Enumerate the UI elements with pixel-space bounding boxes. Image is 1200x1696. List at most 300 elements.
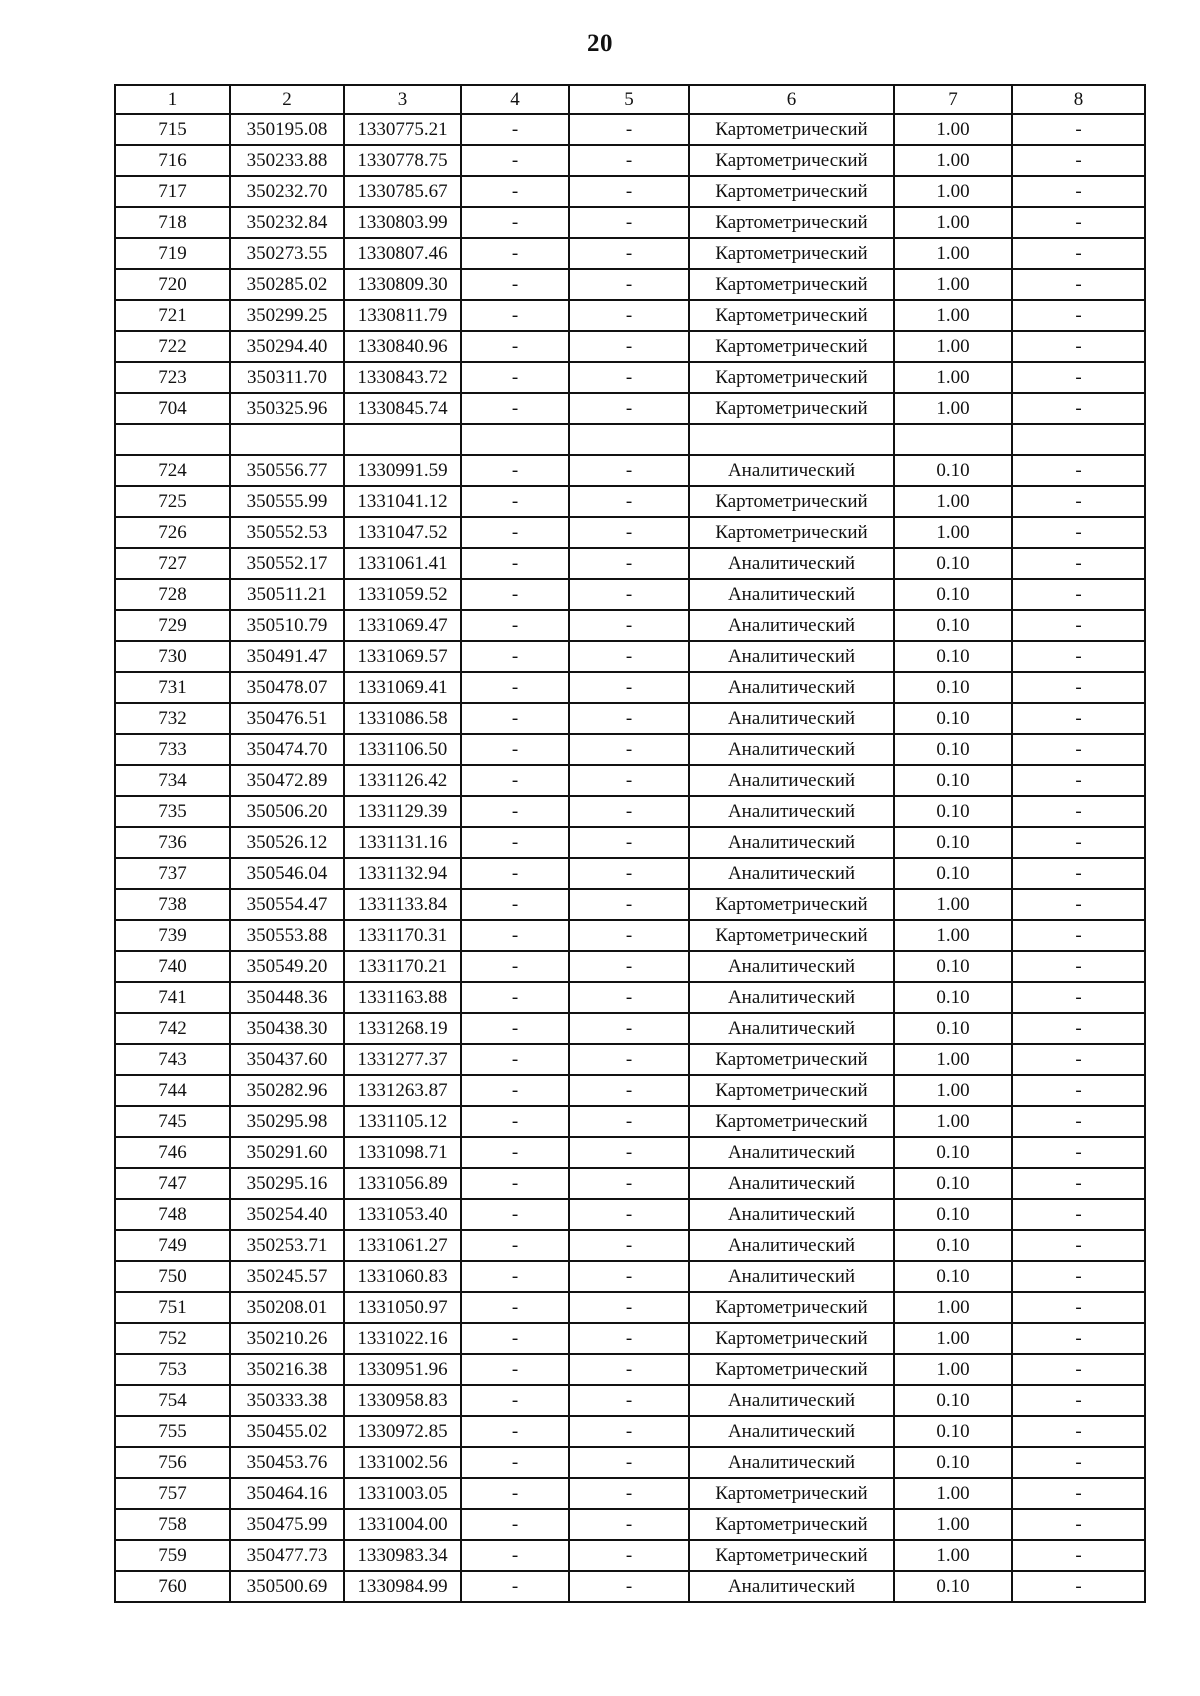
table-row	[115, 982, 1145, 1013]
table-cell: 350552.53	[230, 517, 344, 548]
table-cell	[344, 424, 461, 455]
column-header: 5	[569, 85, 689, 114]
table-cell: -	[1012, 765, 1145, 796]
table-cell: -	[1012, 331, 1145, 362]
table-cell: 1331004.00	[344, 1509, 461, 1540]
table-row	[115, 1261, 1145, 1292]
table-cell: Картометрический	[689, 331, 894, 362]
table-cell: Аналитический	[689, 641, 894, 672]
table-row	[115, 1013, 1145, 1044]
table-cell: -	[461, 145, 569, 176]
table-cell: -	[569, 1013, 689, 1044]
table-row	[115, 145, 1145, 176]
table-cell: -	[569, 1075, 689, 1106]
table-cell: -	[1012, 1323, 1145, 1354]
table-row	[115, 734, 1145, 765]
table-row	[115, 827, 1145, 858]
table-row	[115, 703, 1145, 734]
table-row	[115, 1540, 1145, 1571]
table-cell: -	[461, 548, 569, 579]
table-cell: 747	[115, 1168, 230, 1199]
table-cell: Аналитический	[689, 734, 894, 765]
table-row	[115, 1478, 1145, 1509]
table-cell: Аналитический	[689, 1199, 894, 1230]
table-cell: -	[569, 1199, 689, 1230]
table-cell: 350253.71	[230, 1230, 344, 1261]
table-cell: 751	[115, 1292, 230, 1323]
table-cell: 0.10	[894, 1416, 1012, 1447]
table-cell: Аналитический	[689, 1385, 894, 1416]
table-row	[115, 1044, 1145, 1075]
table-cell: -	[569, 269, 689, 300]
table-cell: 0.10	[894, 1199, 1012, 1230]
table-cell: 739	[115, 920, 230, 951]
table-cell: 350554.47	[230, 889, 344, 920]
table-cell: -	[569, 610, 689, 641]
table-cell: -	[1012, 1261, 1145, 1292]
table-cell: -	[569, 548, 689, 579]
table-cell: -	[569, 1571, 689, 1602]
table-cell: 733	[115, 734, 230, 765]
table-row	[115, 1292, 1145, 1323]
table-cell: 1.00	[894, 1075, 1012, 1106]
table-cell: 1330811.79	[344, 300, 461, 331]
table-cell: 720	[115, 269, 230, 300]
table-cell: -	[1012, 858, 1145, 889]
table-cell: 753	[115, 1354, 230, 1385]
table-cell: 1331069.41	[344, 672, 461, 703]
table-cell: 1330840.96	[344, 331, 461, 362]
table-cell: 1330991.59	[344, 455, 461, 486]
table-cell	[461, 424, 569, 455]
table-cell: 350282.96	[230, 1075, 344, 1106]
table-cell: 0.10	[894, 1168, 1012, 1199]
table-cell: -	[1012, 641, 1145, 672]
column-header: 1	[115, 85, 230, 114]
table-cell: 718	[115, 207, 230, 238]
table-cell: 1331047.52	[344, 517, 461, 548]
table-cell: -	[569, 1292, 689, 1323]
table-row	[115, 362, 1145, 393]
table-cell: -	[1012, 610, 1145, 641]
table-cell: Аналитический	[689, 1447, 894, 1478]
table-cell: Картометрический	[689, 1292, 894, 1323]
table-cell: -	[569, 1106, 689, 1137]
table-cell: Аналитический	[689, 796, 894, 827]
table-row	[115, 517, 1145, 548]
table-cell: -	[569, 1478, 689, 1509]
table-cell: -	[1012, 114, 1145, 145]
table-cell: 1331069.47	[344, 610, 461, 641]
table-cell: 350511.21	[230, 579, 344, 610]
table-cell: -	[461, 951, 569, 982]
table-cell: 350232.84	[230, 207, 344, 238]
table-cell: -	[1012, 455, 1145, 486]
table-cell: -	[1012, 1075, 1145, 1106]
table-cell: 1331060.83	[344, 1261, 461, 1292]
table-cell: 350438.30	[230, 1013, 344, 1044]
table-cell: -	[1012, 238, 1145, 269]
table-row	[115, 1509, 1145, 1540]
table-cell: Картометрический	[689, 114, 894, 145]
table-cell: Картометрический	[689, 920, 894, 951]
table-cell: 721	[115, 300, 230, 331]
table-cell: 1330778.75	[344, 145, 461, 176]
table-cell: -	[569, 703, 689, 734]
table-cell: Аналитический	[689, 1416, 894, 1447]
table-cell: 0.10	[894, 703, 1012, 734]
table-cell: -	[569, 207, 689, 238]
table-cell: 729	[115, 610, 230, 641]
table-cell: 350233.88	[230, 145, 344, 176]
table-cell: -	[461, 517, 569, 548]
table-cell: 1331056.89	[344, 1168, 461, 1199]
table-cell: Аналитический	[689, 1230, 894, 1261]
table-cell: -	[569, 827, 689, 858]
table-cell: 1.00	[894, 331, 1012, 362]
table-cell: 1331268.19	[344, 1013, 461, 1044]
table-cell: -	[569, 300, 689, 331]
table-cell: 350294.40	[230, 331, 344, 362]
table-cell: -	[1012, 796, 1145, 827]
table-cell: -	[461, 176, 569, 207]
table-cell	[569, 424, 689, 455]
table-cell: 1331061.41	[344, 548, 461, 579]
table-cell: 760	[115, 1571, 230, 1602]
table-cell: 1.00	[894, 269, 1012, 300]
table-cell: 1330983.34	[344, 1540, 461, 1571]
table-cell: -	[569, 393, 689, 424]
table-cell: 1.00	[894, 300, 1012, 331]
table-cell: -	[569, 579, 689, 610]
table-cell: 350552.17	[230, 548, 344, 579]
table-cell: Картометрический	[689, 393, 894, 424]
table-cell: Аналитический	[689, 1261, 894, 1292]
table-cell: Картометрический	[689, 889, 894, 920]
page-number: 20	[587, 30, 613, 57]
table-body	[115, 114, 1145, 1602]
table-cell: 350546.04	[230, 858, 344, 889]
table-cell: 722	[115, 331, 230, 362]
table-cell: -	[1012, 1106, 1145, 1137]
table-cell: 350295.98	[230, 1106, 344, 1137]
table-cell: 1331170.21	[344, 951, 461, 982]
table-cell: Картометрический	[689, 176, 894, 207]
table-cell: 0.10	[894, 765, 1012, 796]
table-cell: 1331003.05	[344, 1478, 461, 1509]
table-cell: -	[461, 1540, 569, 1571]
table-cell: 726	[115, 517, 230, 548]
table-cell: 350476.51	[230, 703, 344, 734]
table-cell: 350472.89	[230, 765, 344, 796]
table-cell: -	[461, 579, 569, 610]
table-cell: 0.10	[894, 1571, 1012, 1602]
table-cell: 1331106.50	[344, 734, 461, 765]
table-cell: 1331086.58	[344, 703, 461, 734]
table-cell: -	[1012, 1571, 1145, 1602]
table-cell: 1.00	[894, 1509, 1012, 1540]
table-cell: -	[569, 920, 689, 951]
table-cell: -	[1012, 1137, 1145, 1168]
table-cell: 350232.70	[230, 176, 344, 207]
table-cell: -	[569, 889, 689, 920]
table-cell: 350455.02	[230, 1416, 344, 1447]
table-cell: -	[569, 1261, 689, 1292]
table-row	[115, 796, 1145, 827]
table-cell: -	[569, 1230, 689, 1261]
table-row	[115, 1354, 1145, 1385]
table-cell: 1330951.96	[344, 1354, 461, 1385]
table-cell: -	[461, 455, 569, 486]
table-row	[115, 641, 1145, 672]
table-cell: -	[1012, 145, 1145, 176]
table-cell: -	[1012, 1199, 1145, 1230]
table-cell: -	[1012, 1509, 1145, 1540]
table-cell: 1330984.99	[344, 1571, 461, 1602]
table-cell: Аналитический	[689, 951, 894, 982]
table-cell: -	[569, 1168, 689, 1199]
table-cell: 1330803.99	[344, 207, 461, 238]
table-cell: 350491.47	[230, 641, 344, 672]
table-cell: 1331050.97	[344, 1292, 461, 1323]
table-cell: -	[461, 982, 569, 1013]
table-cell: -	[1012, 362, 1145, 393]
table-cell: -	[461, 486, 569, 517]
table-cell: 759	[115, 1540, 230, 1571]
table-cell: 350477.73	[230, 1540, 344, 1571]
table-cell: Аналитический	[689, 982, 894, 1013]
table-cell: -	[1012, 672, 1145, 703]
table-cell: 1330785.67	[344, 176, 461, 207]
table-cell: 1331170.31	[344, 920, 461, 951]
table-cell: 725	[115, 486, 230, 517]
table-cell: -	[1012, 734, 1145, 765]
table-cell: -	[1012, 982, 1145, 1013]
table-cell: 0.10	[894, 641, 1012, 672]
table-cell: -	[1012, 486, 1145, 517]
table-cell: Картометрический	[689, 1540, 894, 1571]
table-cell: 1.00	[894, 176, 1012, 207]
table-cell: 736	[115, 827, 230, 858]
table-cell: -	[461, 610, 569, 641]
table-cell: 1.00	[894, 889, 1012, 920]
table-cell: 1331105.12	[344, 1106, 461, 1137]
table-row	[115, 889, 1145, 920]
table-row	[115, 1447, 1145, 1478]
table-row	[115, 858, 1145, 889]
table-cell: Картометрический	[689, 1044, 894, 1075]
coordinates-table	[114, 84, 1146, 1603]
table-cell: Картометрический	[689, 1478, 894, 1509]
table-cell: 754	[115, 1385, 230, 1416]
table-cell: -	[1012, 1044, 1145, 1075]
table-cell: Аналитический	[689, 765, 894, 796]
table-row	[115, 331, 1145, 362]
table-cell: -	[569, 238, 689, 269]
table-cell: -	[461, 1509, 569, 1540]
table-cell: 350556.77	[230, 455, 344, 486]
table-cell: 0.10	[894, 796, 1012, 827]
table-cell: Аналитический	[689, 548, 894, 579]
table-cell: 741	[115, 982, 230, 1013]
table-cell: 0.10	[894, 951, 1012, 982]
column-header: 4	[461, 85, 569, 114]
table-cell: -	[1012, 517, 1145, 548]
table-row	[115, 610, 1145, 641]
table-cell: 350295.16	[230, 1168, 344, 1199]
table-cell: 1.00	[894, 393, 1012, 424]
table-cell: -	[1012, 703, 1145, 734]
table-cell: Аналитический	[689, 1168, 894, 1199]
table-cell: 0.10	[894, 1137, 1012, 1168]
table-cell: 350448.36	[230, 982, 344, 1013]
table-cell: 724	[115, 455, 230, 486]
table-cell: 1.00	[894, 207, 1012, 238]
table-row	[115, 1075, 1145, 1106]
table-cell: 744	[115, 1075, 230, 1106]
table-cell: 1331002.56	[344, 1447, 461, 1478]
table-cell: 723	[115, 362, 230, 393]
table-cell: -	[461, 238, 569, 269]
table-cell: -	[461, 1478, 569, 1509]
table-cell: 715	[115, 114, 230, 145]
table-row	[115, 579, 1145, 610]
table-cell: 1331069.57	[344, 641, 461, 672]
table-cell: -	[461, 796, 569, 827]
table-cell: Картометрический	[689, 1323, 894, 1354]
table-cell: 350510.79	[230, 610, 344, 641]
table-cell: -	[1012, 951, 1145, 982]
table-cell: -	[1012, 548, 1145, 579]
table-cell: -	[569, 455, 689, 486]
table-cell: 0.10	[894, 1261, 1012, 1292]
table-cell: -	[569, 176, 689, 207]
table-cell: -	[1012, 889, 1145, 920]
table-cell: -	[461, 1323, 569, 1354]
table-row	[115, 424, 1145, 455]
table-cell: -	[1012, 1292, 1145, 1323]
table-cell: 1331131.16	[344, 827, 461, 858]
table-cell: Картометрический	[689, 1075, 894, 1106]
table-cell: 742	[115, 1013, 230, 1044]
table-cell: -	[569, 114, 689, 145]
table-cell: 350245.57	[230, 1261, 344, 1292]
table-cell: -	[461, 1137, 569, 1168]
table-cell: 1.00	[894, 1478, 1012, 1509]
table-row	[115, 1230, 1145, 1261]
table-cell: -	[1012, 300, 1145, 331]
table-cell: Аналитический	[689, 1571, 894, 1602]
table-cell: 0.10	[894, 1447, 1012, 1478]
table-cell: 1.00	[894, 1106, 1012, 1137]
table-cell: 1330809.30	[344, 269, 461, 300]
table-cell: -	[461, 1230, 569, 1261]
table-cell: 752	[115, 1323, 230, 1354]
table-cell: Аналитический	[689, 672, 894, 703]
table-cell: Картометрический	[689, 207, 894, 238]
table-cell: 350208.01	[230, 1292, 344, 1323]
table-cell: 716	[115, 145, 230, 176]
table-cell: 350453.76	[230, 1447, 344, 1478]
table-cell: -	[461, 114, 569, 145]
table-cell: 0.10	[894, 734, 1012, 765]
column-header: 8	[1012, 85, 1145, 114]
table-cell: 750	[115, 1261, 230, 1292]
table-cell: 748	[115, 1199, 230, 1230]
table-row	[115, 1199, 1145, 1230]
table-cell: -	[569, 796, 689, 827]
table-cell: -	[569, 858, 689, 889]
table-cell: 1330775.21	[344, 114, 461, 145]
table-cell: 1.00	[894, 1292, 1012, 1323]
table-cell: 1.00	[894, 1044, 1012, 1075]
table-cell: Картометрический	[689, 1106, 894, 1137]
table-cell: 0.10	[894, 610, 1012, 641]
column-header: 6	[689, 85, 894, 114]
table-cell: -	[569, 331, 689, 362]
table-cell: Картометрический	[689, 300, 894, 331]
table-cell: 730	[115, 641, 230, 672]
table-cell: Картометрический	[689, 145, 894, 176]
table-cell: 1331061.27	[344, 1230, 461, 1261]
table-cell	[1012, 424, 1145, 455]
table-cell: Аналитический	[689, 455, 894, 486]
table-cell: -	[569, 145, 689, 176]
table-row	[115, 672, 1145, 703]
table-cell: -	[569, 362, 689, 393]
table-cell: -	[1012, 1447, 1145, 1478]
table-cell: 350299.25	[230, 300, 344, 331]
table-row	[115, 1137, 1145, 1168]
table-cell: -	[569, 486, 689, 517]
table-cell: 1331132.94	[344, 858, 461, 889]
table-cell: -	[1012, 827, 1145, 858]
table-cell: -	[1012, 579, 1145, 610]
table-cell: -	[461, 734, 569, 765]
table-cell: 717	[115, 176, 230, 207]
table-cell: -	[461, 1571, 569, 1602]
table-cell: 1330958.83	[344, 1385, 461, 1416]
table-cell: 1331126.42	[344, 765, 461, 796]
table-cell	[894, 424, 1012, 455]
table-cell: 1.00	[894, 517, 1012, 548]
table-cell: -	[1012, 920, 1145, 951]
table-cell: 350478.07	[230, 672, 344, 703]
table-cell: 719	[115, 238, 230, 269]
table-cell: -	[461, 641, 569, 672]
table-cell: 0.10	[894, 1230, 1012, 1261]
table-cell: -	[1012, 1230, 1145, 1261]
table-cell: 1331053.40	[344, 1199, 461, 1230]
column-header: 7	[894, 85, 1012, 114]
table-cell: -	[1012, 1540, 1145, 1571]
table-row	[115, 765, 1145, 796]
table-cell: 704	[115, 393, 230, 424]
table-cell: -	[461, 207, 569, 238]
table-cell: -	[461, 393, 569, 424]
table-cell: 1330972.85	[344, 1416, 461, 1447]
table-cell: -	[1012, 1478, 1145, 1509]
table-row	[115, 114, 1145, 145]
table-cell: 1331022.16	[344, 1323, 461, 1354]
table-cell: -	[569, 672, 689, 703]
table-cell: 738	[115, 889, 230, 920]
table-cell: 758	[115, 1509, 230, 1540]
table-cell: 350464.16	[230, 1478, 344, 1509]
table-cell: -	[461, 300, 569, 331]
table-cell: 350325.96	[230, 393, 344, 424]
table-row	[115, 1323, 1145, 1354]
